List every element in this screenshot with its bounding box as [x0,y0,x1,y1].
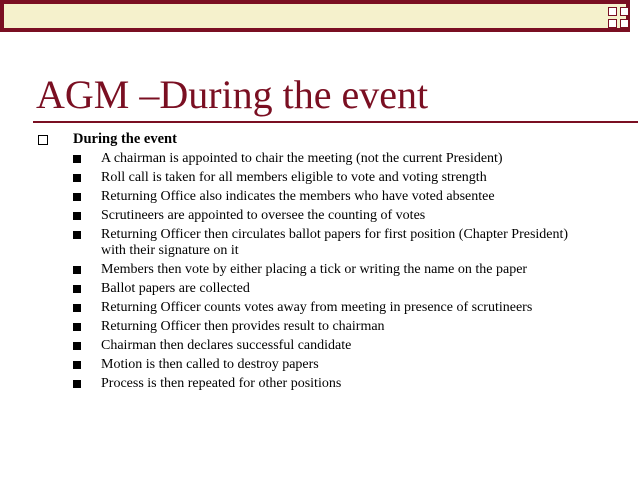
square-bullet-icon [73,174,81,182]
band-square-icon [608,19,617,28]
square-bullet-icon [73,361,81,369]
square-bullet-icon [73,193,81,201]
square-bullet-icon [73,266,81,274]
square-bullet-icon [73,323,81,331]
list-item-text: Returning Officer counts votes away from meeting in presence of scrutineers [101,300,533,315]
square-bullet-icon [73,231,81,239]
hollow-square-bullet-icon [38,135,48,145]
slide-title: AGM –During the event [36,72,429,117]
list-item-text: Returning Officer then provides result to chairman [101,319,385,334]
list-item-text: Process is then repeated for other positions [101,376,342,391]
square-bullet-icon [73,342,81,350]
band-square-icon [620,7,629,16]
band-square-icon [608,7,617,16]
list-item-text: Chairman then declares successful candidate [101,338,352,353]
header-band-fill [0,0,630,32]
list-item-text: Motion is then called to destroy papers [101,357,319,372]
square-bullet-icon [73,155,81,163]
list-item-text: Scrutineers are appointed to oversee the counting of votes [101,208,426,223]
band-square-icon [620,19,629,28]
level1-bullet-text: During the event [73,131,177,147]
list-item-text: Ballot papers are collected [101,281,250,296]
list-item-text: Roll call is taken for all members eligible to vote and voting strength [101,170,487,185]
square-bullet-icon [73,304,81,312]
list-item-text: Returning Officer then circulates ballot papers for first position (Chapter President) with their signature on it [101,227,569,258]
square-bullet-icon [73,380,81,388]
header-band [0,0,638,40]
square-bullet-icon [73,285,81,293]
list-item-text: A chairman is appointed to chair the meeting (not the current President) [101,151,503,166]
title-underline [33,121,638,123]
list-item-text: Returning Office also indicates the members who have voted absentee [101,189,495,204]
list-item-text: Members then vote by either placing a tick or writing the name on the paper [101,262,528,277]
square-bullet-icon [73,212,81,220]
